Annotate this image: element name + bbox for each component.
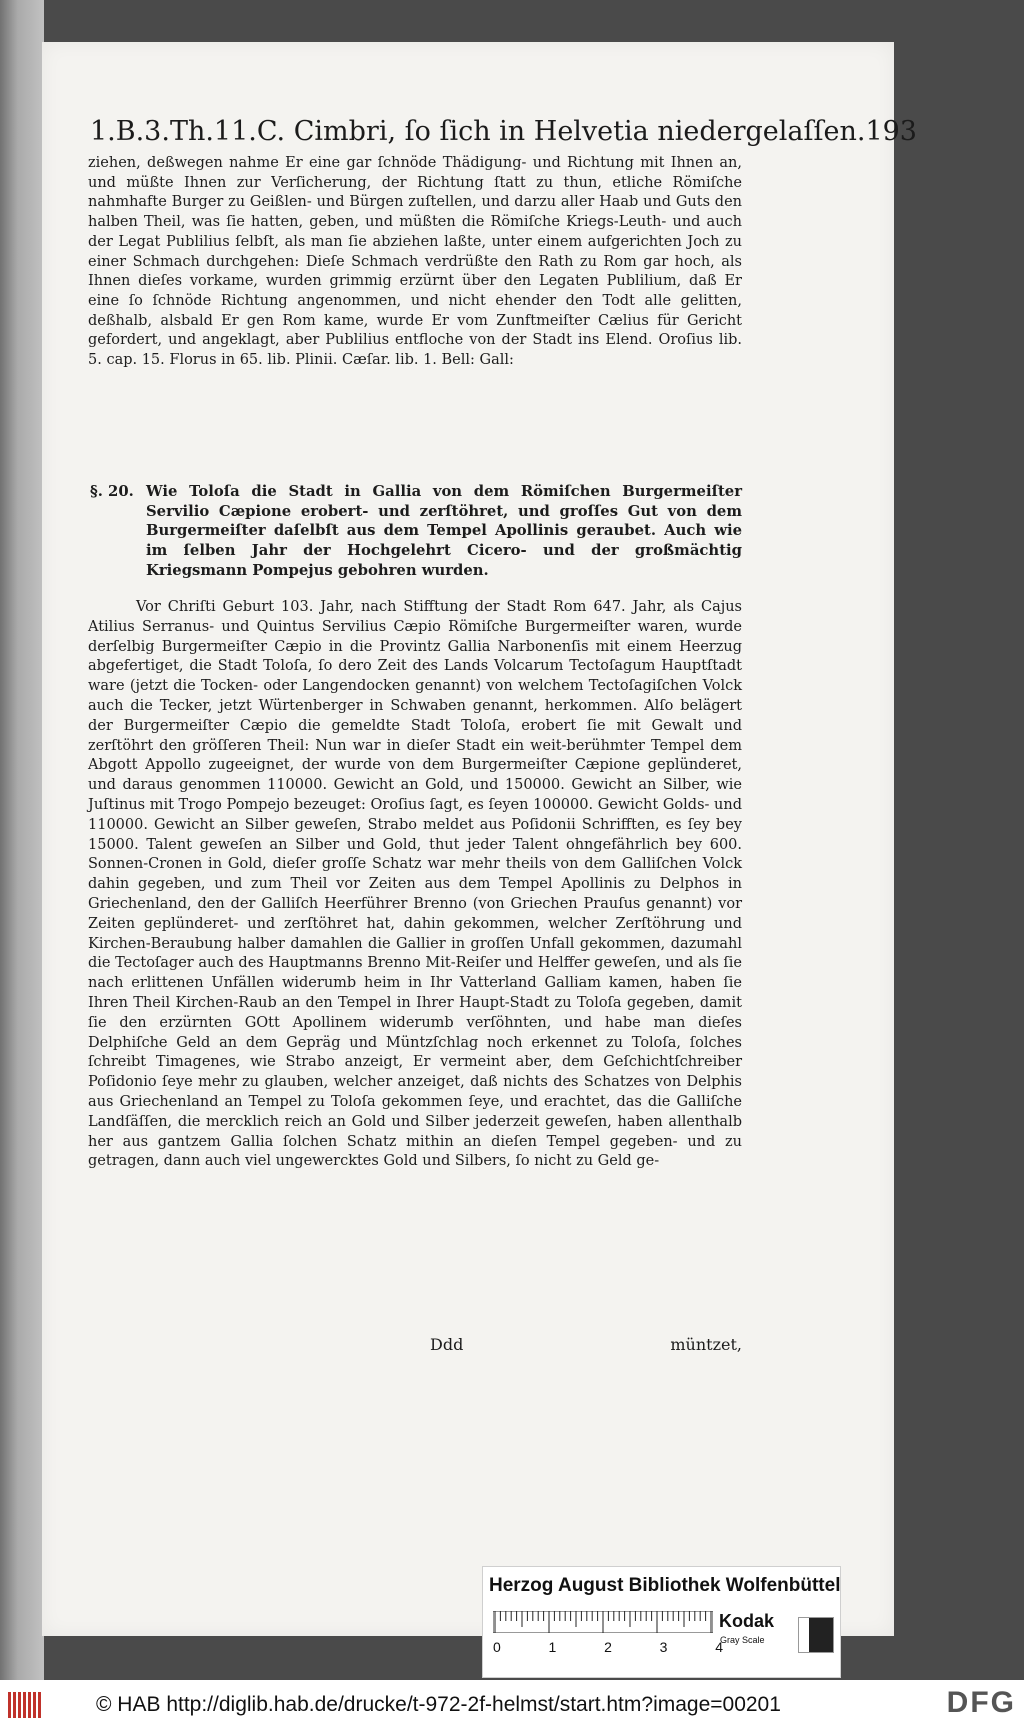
signature-mark: Ddd	[430, 1335, 464, 1354]
section-number: §. 20.	[90, 483, 134, 500]
ruler-label: 0	[493, 1639, 501, 1655]
library-logo-icon	[6, 1688, 46, 1722]
book-edge	[0, 0, 44, 1680]
card-title: Herzog August Bibliothek Wolfenbüttel	[489, 1575, 841, 1596]
page-number: 193	[865, 116, 917, 147]
page-foot	[430, 1335, 742, 1354]
footer-bar	[0, 1680, 1024, 1730]
ruler-label: 2	[604, 1639, 612, 1655]
catchword: müntzet,	[670, 1335, 742, 1354]
ruler-label: 4	[715, 1639, 723, 1655]
body-text-1	[88, 154, 742, 371]
section-summary: Wie Toloſa die Stadt in Gallia von dem Römiſchen Burgermeiſter Servilio Cæpione erobert- und zerſtöhret, und groſſes Gut von dem Burgermeiſter daſelbſt aus dem Tempel Apollinis geraubet. Auch wie im ſelben Jahr der Hochgelehrt Cicero- und der großmächtig Kriegsmann Pompejus gebohren wurden.	[146, 483, 742, 579]
paragraph-2: Vor Chriſti Geburt 103. Jahr, nach Stifftung der Stadt Rom 647. Jahr, als Cajus Atilius Serranus- und Quintus Servilius Cæpio Römiſche Burgermeiſter waren, wurde derſelbig Burgermeiſter Cæpio in die Provintz Gallia Narbonenſis mit einem Heerzug abgefertiget, die Stadt Toloſa, ſo dero Zeit des Lands Volcarum Tectoſagum Hauptſtadt ware (jetzt die Tocken- oder Langendocken genannt) von welchem Tectoſagiſchen Volck auch die Tecker, jetzt Würtenberger in Schwaben genannt, herkommen. Alſo belägert der Burgermeiſter Cæpio die gemeldte Stadt Toloſa, erobert ſie mit Gewalt und zerſtöhrt den gröſſeren Theil: Nun war in dieſer Stadt ein weit-berühmter Tempel dem Abgott Appollo zugeeignet, der wurde von dem Burgermeiſter Cæpione geplünderet, und daraus genommen 110000. Gewicht an Gold, und 150000. Gewicht an Silber, wie Juſtinus mit Trogo Pompejo bezeuget: Oroſius ſagt, es ſeyen 100000. Gewicht Golds- und 110000. Gewicht an Silber geweſen, Strabo meldet aus Poſidonii Schrifften, es ſey bey 15000. Talent geweſen an Silber und Gold, thut jeder Talent ohngefährlich bey 600. Sonnen-Cronen in Gold, dieſer groſſe Schatz war mehr theils von dem Galliſchen Volck dahin gegeben, und zum Theil vor Zeiten aus dem Tempel Apollinis zu Delphos in Griechenland, den der Galliſch Heerführer Brenno (von Griechen Prauſus genannt) vor Zeiten geplünderet- und zerſtöhret hat, dahin gekommen, welcher Zerſtöhrung und Kirchen-Beraubung halber damahlen die Gallier in groſſen Unfall gekommen, dazumahl die Tectoſager auch des Hauptmanns Brenno Mit-Reiſer und Helffer geweſen, und als ſie nach erlittenen Unfällen widerumb heim in Ihr Vatterland Galliam kamen, haben ſie Ihren Theil Kirchen-Raub an den Tempel in Ihrer Haupt-Stadt zu Toloſa gegeben, damit ſie den erzürnten GOtt Apollinem widerumb verſöhnten, und habe man dieſes Delphiſche Geld an dem Gepräg und Müntzſchlag noch erkennet zu Toloſa, ſolches ſchreibt Timagenes, wie Strabo anzeigt, Er vermeint aber, dem Geſchichtſchreiber Poſidonio ſeye mehr zu glauben, welcher anzeiget, daß nichts des Schatzes von Delphis aus Griechenland an Tempel zu Toloſa gekommen ſeye, und erachtet, das die Galliſche Landſäſſen, die mercklich reich an Gold und Silber jederzeit geweſen, haben allenthalb her aus gantzem Gallia ſolchen Schatz mithin an dieſen Tempel gegeben- und zu getragen, dann auch viel ungewercktes Gold und Silbers, ſo nicht zu Geld ge-	[88, 599, 742, 1170]
page-header	[90, 116, 917, 147]
gray-scale-label: Gray Scale	[720, 1635, 765, 1645]
running-head: 1.B.3.Th.11.C. Cimbri, ſo ſich in Helvetia niedergelaſſen.	[90, 116, 866, 147]
dfg-logo: DFG	[946, 1686, 1016, 1719]
ruler-labels	[493, 1639, 723, 1655]
kodak-brand: Kodak	[719, 1611, 775, 1631]
gray-swatch	[798, 1617, 834, 1653]
footer-link[interactable]: © HAB http://diglib.hab.de/drucke/t-972-2f-helmst/start.htm?image=00201	[96, 1693, 781, 1716]
color-card	[482, 1566, 841, 1678]
paragraph-1: ziehen, deßwegen nahme Er eine gar ſchnöde Thädigung- und Richtung mit Ihnen an, und müßte Ihnen zur Verſicherung, der Richtung ſtatt zu thun, etliche Römiſche nahmhafte Burger zu Geißlen- und Bürgen zuſtellen, und darzu aller Haab und Guts den halben Theil, was ſie hatten, geben, und müßten die Römiſche Kriegs-Leuth- und auch der Legat Publilius ſelbſt, als man ſie abziehen laßte, unter einem aufgerichten Joch zu einer Schmach durchgehen: Dieſe Schmach verdrüßte den Rath zu Rom gar hoch, als Ihnen dieſes vorkame, wurden grimmig erzürnt über den Legaten Publilium, daß Er eine ſo ſchnöde Richtung angenommen, und nicht ehender den Todt alle gelitten, deßhalb, alsbald Er gen Rom kame, wurde Er vom Zunftmeiſter Cælius für Gericht gefordert, und angeklagt, aber Publilius entfloche von der Stadt ins Elend. Oroſius lib. 5. cap. 15. Florus in 65. lib. Plinii. Cæſar. lib. 1. Bell: Gall:	[88, 155, 742, 369]
section-heading	[90, 482, 742, 581]
ruler-label: 1	[548, 1639, 557, 1655]
ruler-scale	[493, 1611, 713, 1633]
ruler-label: 3	[659, 1639, 668, 1655]
